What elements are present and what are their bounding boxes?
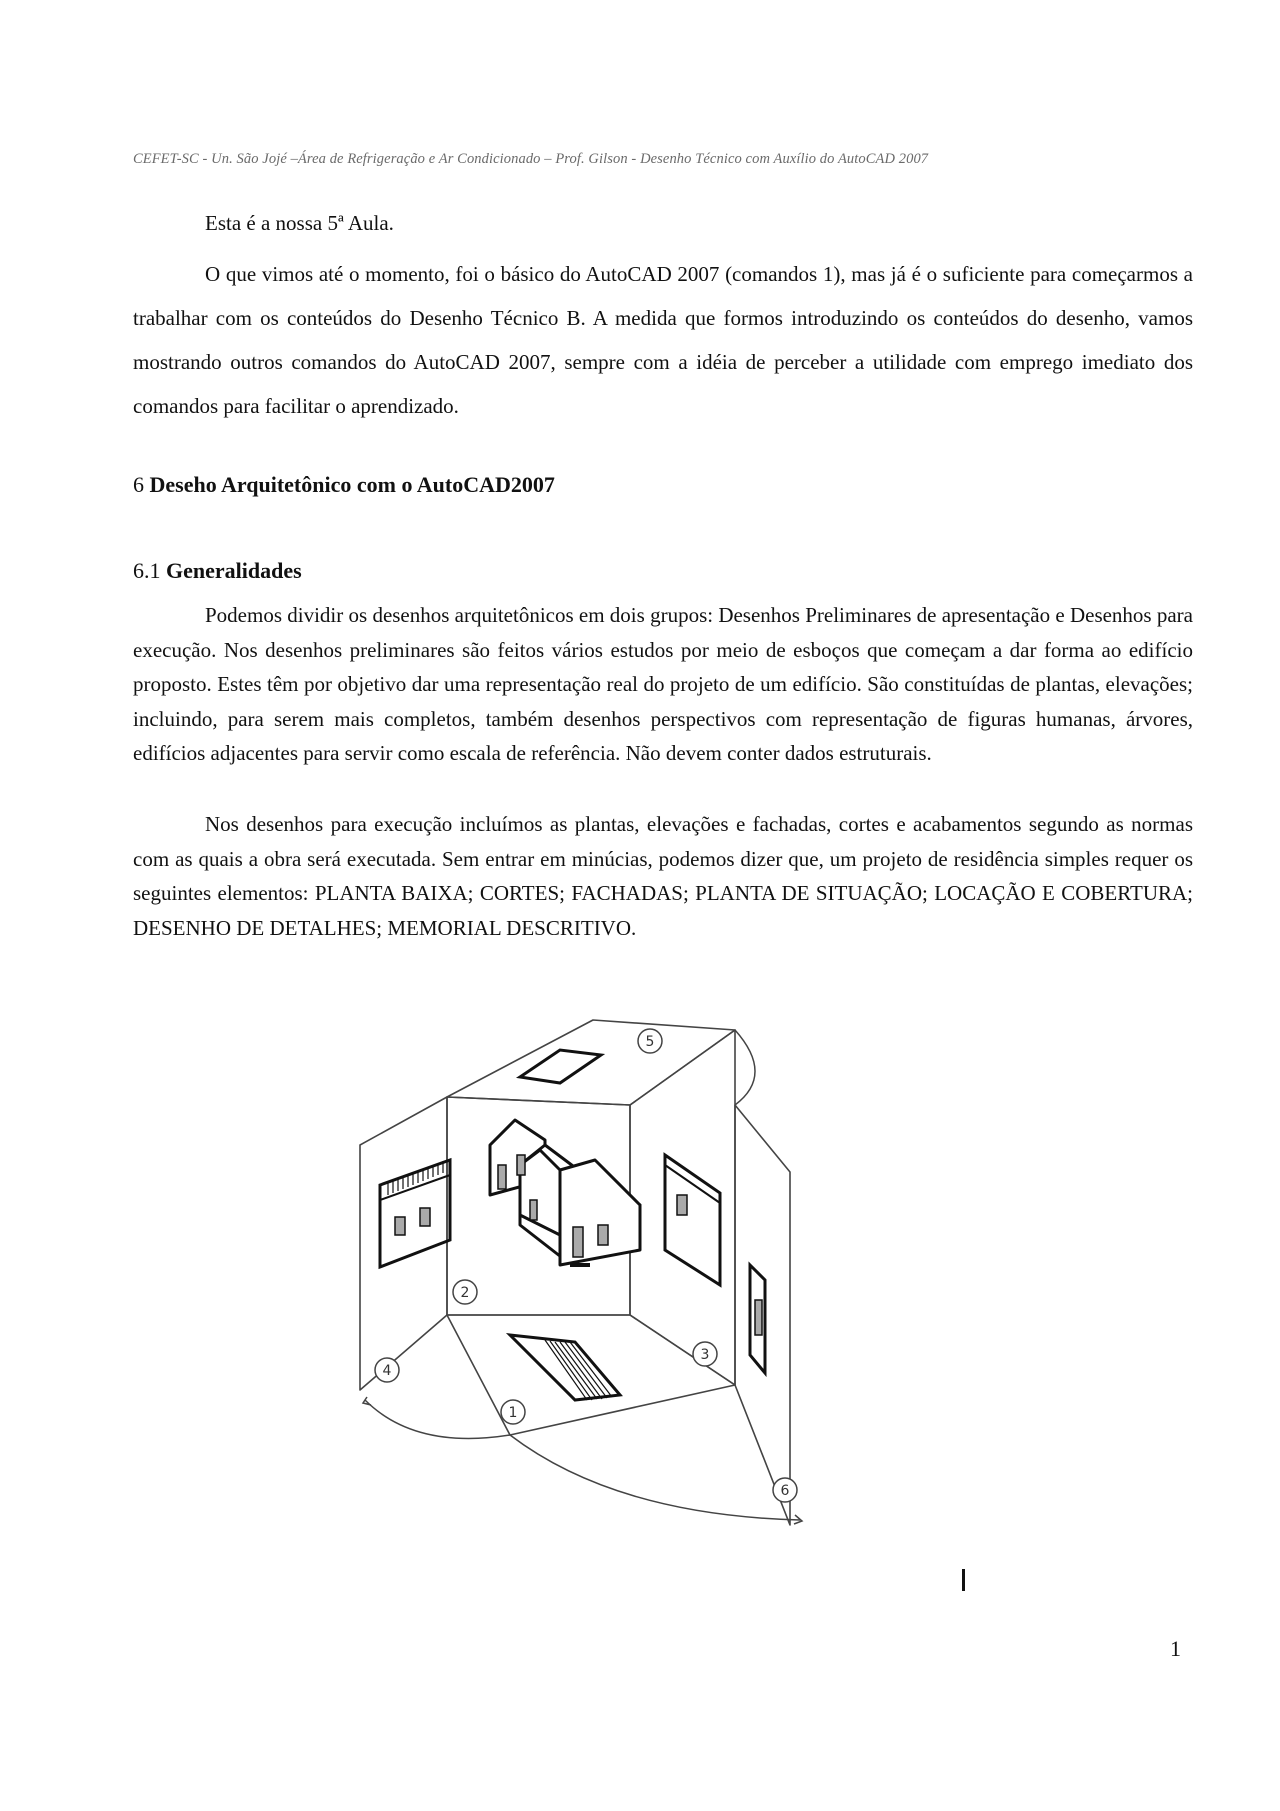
top-arc [735, 1030, 755, 1105]
bottom-arc [510, 1435, 800, 1520]
page-number: 1 [1170, 1636, 1181, 1661]
generalidades-paragraph-2: Nos desenhos para execução incluímos as plantas, elevações e fachadas, cortes e acabamentos segundo as normas com as quais a obra será executada. Sem entrar em minúcias, podemos dizer que, um projeto de residência simples requer os seguintes elementos: PLANTA BAIXA; CORTES; FACHADAS; PLANTA DE SITUAÇÃO; LOCAÇÃO E COBERTURA; DESENHO DE DETALHES; MEMORIAL DESCRITIVO. [133, 812, 1193, 940]
label-2: 2 [460, 1285, 470, 1301]
projection-box-figure [355, 1005, 955, 1605]
intro-paragraph-2: O que vimos até o momento, foi o básico do AutoCAD 2007 (comandos 1), mas já é o suficiente para começarmos a trabalhar com os conteúdos do Desenho Técnico B. A medida que formos introduzindo os conteúdos do desenho, vamos mostrando outros comandos do AutoCAD 2007, sempre com a idéia de perceber a utilidade com emprego imediato dos comandos para facilitar o aprendizado. [133, 262, 1193, 418]
left-arc [365, 1400, 510, 1438]
label-4: 4 [382, 1363, 392, 1379]
label-3: 3 [700, 1347, 710, 1363]
section-6-number: 6 [133, 472, 144, 497]
section-6-1-number: 6.1 [133, 558, 161, 583]
floor-panel [447, 1315, 735, 1435]
section-6-heading [133, 472, 555, 498]
label-1: 1 [508, 1405, 518, 1421]
generalidades-paragraph-1: Podemos dividir os desenhos arquitetônicos em dois grupos: Desenhos Preliminares de apresentação e Desenhos para execução. Nos desenhos preliminares são feitos vários estudos por meio de esboços que começam a dar forma ao edifício proposto. Estes têm por objetivo dar uma representação real do projeto de um edifício. São constituídas de plantas, elevações; incluindo, para serem mais completos, também desenhos perspectivos com representação de figuras humanas, árvores, edifícios adjacentes para servir como escala de referência. Não devem conter dados estruturais. [133, 603, 1193, 765]
intro-paragraph-1: Esta é a nossa 5ª Aula. [205, 211, 394, 235]
label-5: 5 [645, 1034, 655, 1050]
page-header: CEFET-SC - Un. São Jojé –Área de Refrigeração e Ar Condicionado – Prof. Gilson - Desenho Técnico com Auxílio do AutoCAD 2007 [133, 151, 929, 167]
label-6: 6 [780, 1483, 790, 1499]
left-panel [360, 1097, 447, 1390]
text-cursor [962, 1569, 965, 1591]
section-6-1-title: Generalidades [166, 558, 302, 583]
section-6-1-heading [133, 558, 302, 584]
section-6-title: Deseho Arquitetônico com o AutoCAD2007 [149, 472, 555, 497]
